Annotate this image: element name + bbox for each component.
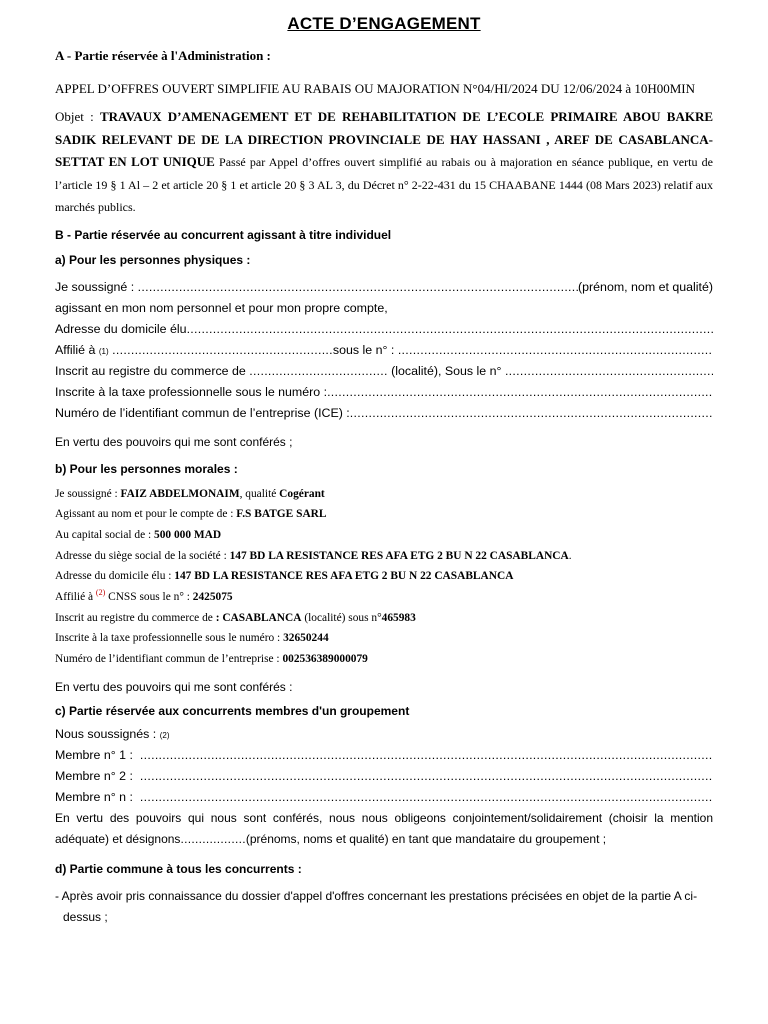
affilie-line: Affilié à (1) ........................................................... sous le n° : .....	[55, 340, 713, 361]
membre-n-field[interactable]	[140, 787, 713, 808]
nous-soussignes-label: Nous soussignés :	[55, 726, 157, 741]
morale-domicile-label: Adresse du domicile élu :	[55, 570, 172, 583]
morale-soussigne	[55, 484, 713, 505]
note-2-ref: (2)	[95, 588, 106, 598]
morale-domicile-value: 147 BD LA RESISTANCE RES AFA ETG 2 BU N 22 CASABLANCA	[174, 570, 514, 583]
membre-n-label: Membre n° n :	[55, 789, 133, 804]
objet-paragraph	[55, 106, 713, 219]
nous-soussignes-line: Nous soussignés : (2)	[55, 724, 713, 745]
taxe-line	[55, 382, 713, 403]
membre-1-field[interactable]	[140, 745, 713, 766]
morale-domicile	[55, 566, 713, 587]
membre-2-line	[55, 766, 713, 787]
section-d-item-1: - Après avoir pris connaissance du dossier d'appel d'offres concernant les prestations précisées en objet de la partie A ci-dessus ;	[55, 888, 698, 924]
mandataire-field[interactable]: ..................	[180, 831, 246, 846]
section-b-heading: B - Partie réservée au concurrent agissant à titre individuel	[55, 227, 392, 242]
section-c-heading: c) Partie réservée aux concurrents membres d'un groupement	[55, 703, 410, 718]
ice-line	[55, 403, 713, 424]
taxe-field[interactable]	[327, 382, 713, 403]
morale-qualite-label: , qualité	[239, 487, 277, 500]
document-title: ACTE D’ENGAGEMENT	[287, 14, 481, 33]
affilie-field[interactable]: ...........................................................	[112, 342, 333, 357]
morale-taxe	[55, 628, 713, 649]
morale-agissant	[55, 504, 713, 525]
agissant-text: agissant en mon nom personnel et pour mon propre compte,	[55, 300, 388, 315]
groupement-paragraph	[55, 808, 713, 850]
section-a-heading: A - Partie réservée à l'Administration :	[55, 48, 271, 63]
adresse-label: Adresse du domicile élu	[55, 321, 187, 336]
sous-n-label: sous le n° :	[332, 342, 395, 357]
morale-registre-value: : CASABLANCA	[215, 611, 302, 624]
morale-soussigne-value: FAIZ ABDELMONAIM	[120, 487, 240, 500]
morale-cnss-value: 2425075	[192, 591, 233, 604]
morale-affilie-label: Affilié à	[55, 591, 94, 604]
groupement-text-b: (prénoms, noms et qualité) en tant que mandataire du groupement ;	[245, 831, 607, 846]
objet-details: Passé par Appel d’offres ouvert simplifié au rabais ou à majoration en séance publique, en vertu de l’article 19 § 1 Al – 2 et article 20 § 1 et article 20 § 3 AL 3, du Décret n° 2-22-431 du 15 CHAABANE 1444 (08 Mars 2023) relatif aux marchés publics.	[55, 155, 713, 214]
taxe-label: Inscrite à la taxe professionnelle sous le numéro :	[55, 384, 328, 399]
membre-2-label: Membre n° 2 :	[55, 768, 133, 783]
soussigne-field[interactable]	[138, 277, 578, 298]
morale-siege: Adresse du siège social de la société : 147 BD LA RESISTANCE RES AFA ETG 2 BU N 22 CASABLANCA.	[55, 549, 572, 562]
morale-ice	[55, 649, 713, 670]
ice-label: Numéro de l’identifiant commun de l’entreprise (ICE) :	[55, 405, 350, 420]
morale-soussigne-label: Je soussigné :	[55, 487, 118, 500]
personnes-physiques-heading: a) Pour les personnes physiques :	[55, 252, 251, 267]
adresse-line	[55, 319, 713, 340]
affilie-number-field[interactable]	[398, 340, 713, 361]
soussigne-label: Je soussigné :	[55, 279, 135, 294]
agissant-line	[55, 298, 713, 319]
adresse-field[interactable]	[187, 319, 713, 340]
morale-registre-num: 465983	[381, 611, 416, 624]
appel-offres-text: APPEL D’OFFRES OUVERT SIMPLIFIE AU RABAIS OU MAJORATION N°04/HI/2024 DU 12/06/2024 à 10H00MIN	[55, 81, 696, 96]
morale-capital	[55, 525, 713, 546]
objet-title: TRAVAUX D’AMENAGEMENT ET DE REHABILITATION DE L’ECOLE PRIMAIRE ABOU BAKRE SADIK RELEVANT DE DE LA DIRECTION PROVINCIALE DE HAY HASSANI , AREF DE CASABLANCA-SETTAT EN LOT UNIQUE	[55, 109, 714, 169]
groupement-text-a: En vertu des pouvoirs qui nous sont conférés, nous nous obligeons conjointement/solidairement (choisir la mention adéquate) et désignons	[55, 810, 713, 846]
document-page	[55, 14, 713, 928]
registre-number-field[interactable]	[505, 361, 713, 382]
morale-registre	[55, 608, 713, 629]
registre-line	[55, 361, 713, 382]
morale-capital-label: Au capital social de :	[55, 528, 152, 541]
morale-taxe-value: 32650244	[283, 632, 329, 645]
registre-label: Inscrit au registre du commerce de	[55, 363, 246, 378]
membre-1-line	[55, 745, 713, 766]
registre-field[interactable]: .....................................	[249, 363, 388, 378]
soussigne-suffix: (prénom, nom et qualité)	[578, 279, 713, 294]
personnes-morales-heading: b) Pour les personnes morales :	[55, 461, 238, 476]
morale-agissant-label: Agissant au nom et pour le compte de :	[55, 508, 234, 521]
morale-qualite-value: Cogérant	[279, 487, 325, 500]
morale-siege-value: 147 BD LA RESISTANCE RES AFA ETG 2 BU N 22 CASABLANCA	[229, 549, 569, 562]
morale-taxe-label: Inscrite à la taxe professionnelle sous le numéro :	[55, 632, 281, 645]
morale-ice-label: Numéro de l’identifiant commun de l’entreprise :	[55, 653, 280, 666]
morale-capital-value: 500 000 MAD	[154, 528, 222, 541]
soussigne-line	[55, 277, 713, 298]
morale-siege-label: Adresse du siège social de la société :	[55, 549, 227, 562]
morale-localite-label: (localité) sous n°	[304, 611, 382, 624]
ice-field[interactable]	[350, 403, 713, 424]
membre-1-label: Membre n° 1 :	[55, 747, 133, 762]
morale-cnss-label: CNSS sous le n° :	[108, 591, 190, 604]
pouvoirs-text: En vertu des pouvoirs qui me sont conférés ;	[55, 434, 293, 449]
affilie-label: Affilié à	[55, 342, 96, 357]
membre-2-field[interactable]	[140, 766, 713, 787]
pouvoirs-text-2: En vertu des pouvoirs qui me sont conférés :	[55, 679, 293, 694]
morale-agissant-value: F.S BATGE SARL	[236, 508, 327, 521]
membre-n-line	[55, 787, 713, 808]
section-d-heading: d) Partie commune à tous les concurrents :	[55, 861, 302, 876]
morale-registre-label: Inscrit au registre du commerce de	[55, 611, 213, 624]
objet-label: Objet :	[55, 109, 94, 124]
localite-label: (localité), Sous le n°	[391, 363, 502, 378]
morale-affilie	[55, 587, 713, 608]
morale-ice-value: 002536389000079	[282, 653, 368, 666]
